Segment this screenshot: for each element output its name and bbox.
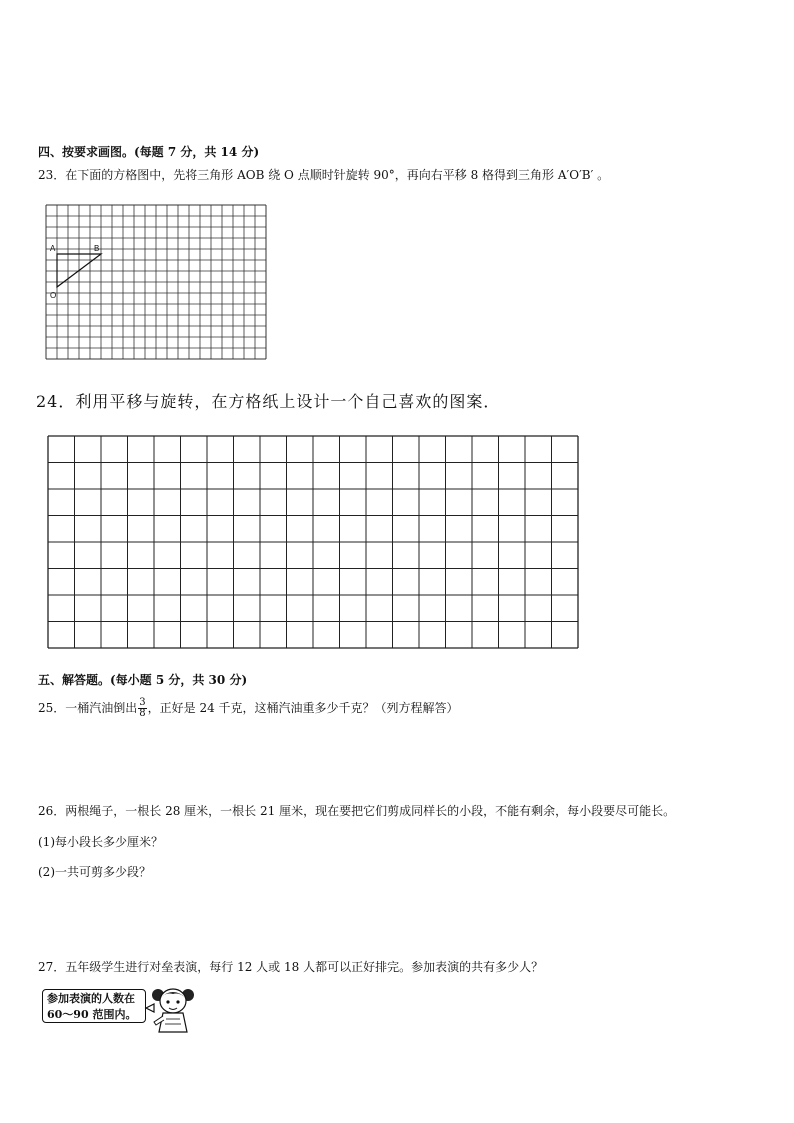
hint-line-1: 参加表演的人数在 <box>47 992 135 1005</box>
question-23: 23．在下面的方格图中，先将三角形 AOB 绕 O 点顺时针旋转 90°，再向右平移 8 格得到三角形 A′O′B′ 。 <box>38 168 610 182</box>
question-25-text-after: ，正好是 24 千克，这桶汽油重多少千克？（列方程解答） <box>147 701 459 715</box>
question-25 <box>38 698 459 719</box>
question-26-part-2: (2)一共可剪多少段？ <box>38 865 151 879</box>
question-27: 27．五年级学生进行对垒表演，每行 12 人或 18 人都可以正好排完。参加表演的共有多少人？ <box>38 960 544 974</box>
question-25-text-before: 25．一桶汽油倒出 <box>38 701 138 715</box>
cartoon-girl-icon <box>144 986 194 1032</box>
label-o: O <box>50 291 57 300</box>
question-23-grid <box>46 205 268 359</box>
question-24-grid <box>48 436 578 648</box>
label-b: B <box>94 244 100 253</box>
section-5-heading: 五、解答题。(每小题 5 分，共 30 分) <box>38 673 248 687</box>
hint-line-2: 60～90 范围内。 <box>47 1008 137 1021</box>
fraction-denominator: 8 <box>139 708 146 719</box>
fraction-three-eighths <box>138 698 146 719</box>
fraction-numerator: 3 <box>139 697 146 708</box>
section-4-heading: 四、按要求画图。(每题 7 分，共 14 分) <box>38 145 260 159</box>
question-26-part-1: (1)每小段长多少厘米？ <box>38 835 163 849</box>
question-26: 26．两根绳子，一根长 28 厘米，一根长 21 厘米，现在要把它们剪成同样长的小段，不能有剩余，每小段要尽可能长。 <box>38 804 676 818</box>
question-24: 24．利用平移与旋转，在方格纸上设计一个自己喜欢的图案． <box>36 392 501 411</box>
hint-speech-bubble <box>42 989 146 1023</box>
label-a: A <box>50 244 56 253</box>
